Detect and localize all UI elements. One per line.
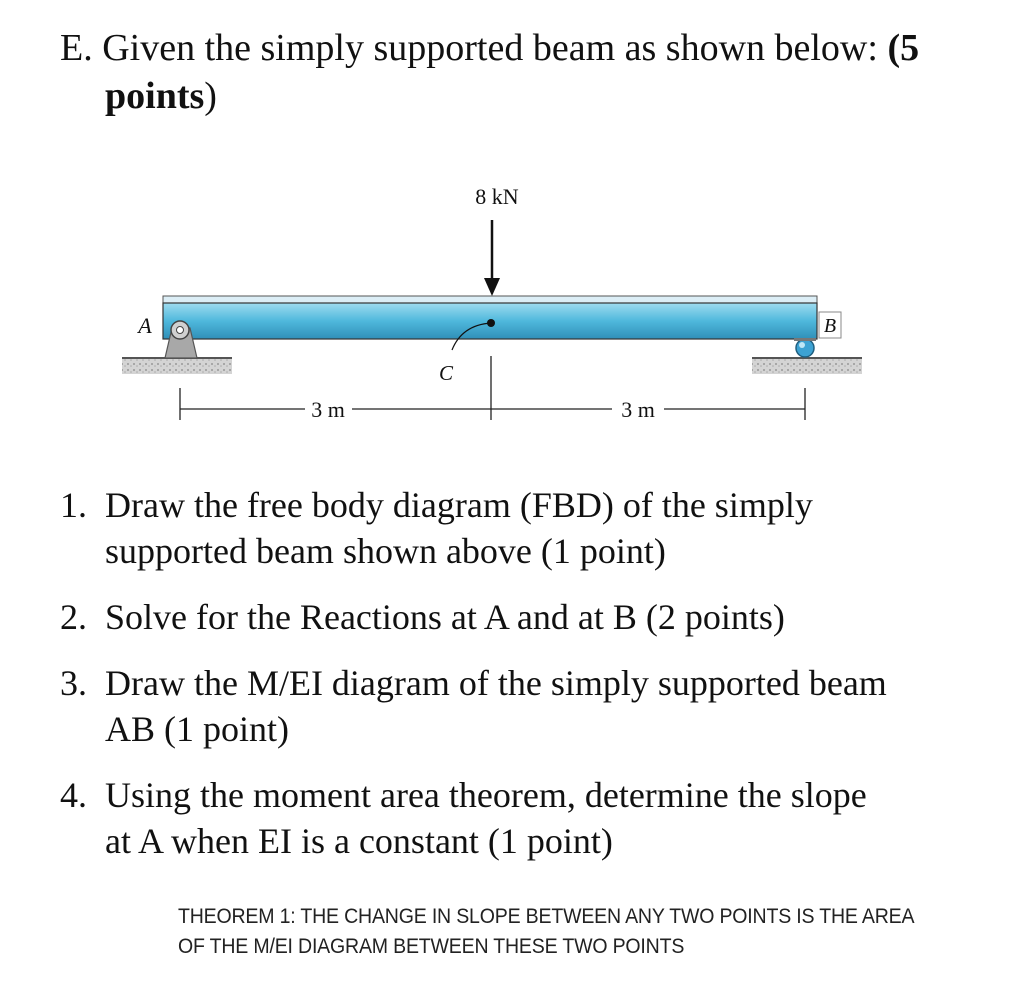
heading-line-1: [60, 24, 1020, 72]
question-line: Draw the free body diagram (FBD) of the simply: [105, 485, 813, 525]
question-line: supported beam shown above (1 point): [105, 531, 666, 571]
question-line: Using the moment area theorem, determine the slope: [105, 775, 867, 815]
question-line: Solve for the Reactions at A and at B (2 points): [105, 597, 785, 637]
question-text: [105, 660, 1020, 752]
pin-support-a-bolt: [177, 327, 184, 334]
heading-line-2: [60, 72, 1020, 120]
dim-right-label: 3 m: [621, 397, 655, 422]
question-text: [105, 772, 1020, 864]
theorem-line-1: THEOREM 1: THE CHANGE IN SLOPE BETWEEN ANY TWO POINTS IS THE AREA: [178, 905, 915, 928]
question-item-3: [60, 660, 1020, 752]
roller-support-b: [796, 339, 814, 357]
beam-diagram: [0, 170, 1033, 450]
question-number: 1.: [60, 485, 87, 525]
question-item-4: [60, 772, 1020, 864]
question-number: 4.: [60, 775, 87, 815]
problem-heading: [60, 24, 1020, 120]
beam-top-edge: [163, 296, 817, 303]
points-close: ): [204, 75, 217, 117]
problem-text: Given the simply supported beam as shown below:: [102, 27, 878, 69]
points-word: points: [105, 75, 205, 117]
points-open: (5: [887, 27, 920, 69]
question-line: AB (1 point): [105, 709, 289, 749]
support-a-label: A: [138, 313, 152, 338]
ground-left: [122, 358, 232, 374]
problem-label: E.: [60, 27, 93, 69]
question-text: [105, 594, 1020, 640]
question-text: [105, 482, 1020, 574]
question-item-1: [60, 482, 1020, 574]
load-arrow-head: [484, 278, 500, 296]
dim-left-label: 3 m: [311, 397, 345, 422]
beam-figure: [0, 170, 1033, 450]
point-c-label: C: [438, 361, 454, 385]
load-label: 8 kN: [475, 184, 519, 209]
roller-plate: [794, 338, 816, 341]
question-list: [60, 482, 1020, 884]
support-b-label: B: [823, 315, 837, 337]
theorem-line-2: OF THE M/EI DIAGRAM BETWEEN THESE TWO POINTS: [178, 935, 685, 958]
roller-highlight: [799, 342, 805, 348]
ground-right: [752, 358, 862, 374]
question-line: at A when EI is a constant (1 point): [105, 821, 613, 861]
theorem-note: [178, 902, 950, 962]
question-number: 3.: [60, 663, 87, 703]
question-number: 2.: [60, 597, 87, 637]
question-item-2: [60, 594, 1020, 640]
question-line: Draw the M/EI diagram of the simply supported beam: [105, 663, 887, 703]
